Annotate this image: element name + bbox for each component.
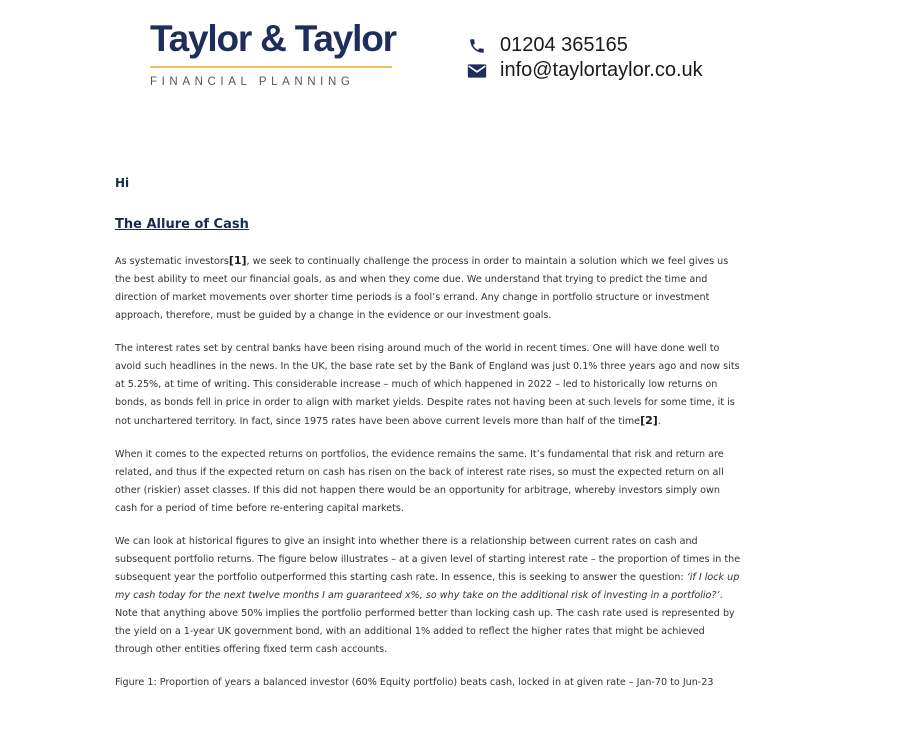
logo-divider (150, 66, 392, 68)
phone-number: 01204 365165 (500, 34, 628, 56)
quoted-question: ‘if I lock up my cash today for the next twelve months I am guaranteed x%, so why take on the additional risk of investing in a portfolio?’ (115, 572, 740, 601)
email-row[interactable] (466, 58, 703, 83)
brand-tagline: FINANCIAL PLANNING (150, 76, 355, 88)
brand-name: Taylor & Taylor (150, 18, 396, 59)
email-body (115, 176, 745, 707)
article-heading: The Allure of Cash (115, 217, 249, 232)
paragraph-text: , we seek to continually challenge the process in order to maintain a solution which we feel gives us the best ability to meet our financial goals, as and when they come due. We understand that trying to predict the time and direction of market movements over shorter time periods is a fool’s errand. Any change in portfolio structure or investment approach, therefore, must be guided by a change in the evidence or our investment goals. (115, 256, 729, 321)
paragraph-2 (115, 340, 745, 431)
paragraph-text: As systematic investors (115, 256, 229, 267)
greeting: Hi (115, 176, 130, 190)
phone-row[interactable] (466, 33, 703, 58)
brand-logo (150, 18, 400, 88)
footnote-ref-1[interactable]: [1] (228, 254, 247, 267)
paragraph-text: . (657, 416, 661, 427)
paragraph-text: We can look at historical figures to give an insight into whether there is a relationship between current rates on cash and subsequent portfolio returns. The figure below illustrates – at a given level of starting interest rate – the proportion of times in the subsequent year the portfolio outperformed this starting cash rate. In essence, this is seeking to answer the question: (115, 536, 741, 583)
footnote-ref-2[interactable]: [2] (640, 414, 658, 427)
paragraph-text: The interest rates set by central banks have been rising around much of the world in recent times. One will have done well to avoid such headlines in the news. In the UK, the base rate set by the Bank of England was just 0.1% three years ago and now sits at 5.25%, at time of writing. This considerable increase – much of which happened in 2022 – led to historically low returns on bonds, as bonds fell in price in order to align with market yields. Despite rates not having been at such levels for some time, it is not unchartered territory. In fact, since 1975 rates have been above current levels more than half of the time (115, 343, 740, 427)
paragraph-4 (115, 533, 745, 659)
paragraph-3: When it comes to the expected returns on portfolios, the evidence remains the same. It’s fundamental that risk and return are related, and thus if the expected return on cash has risen on the back of interest rate rises, so must the expected return on all other (riskier) asset classes. If this did not happen there would be an opportunity for arbitrage, whereby investors simply own cash for a period of time before re-entering capital markets. (115, 449, 724, 514)
contact-block (466, 33, 703, 83)
paragraph-1 (115, 252, 745, 325)
phone-icon (466, 36, 488, 56)
email-address: info@taylortaylor.co.uk (500, 59, 703, 81)
figure-caption: Figure 1: Proportion of years a balanced investor (60% Equity portfolio) beats cash, locked in at given rate – Jan-70 to Jun-23 (115, 677, 714, 688)
envelope-icon (466, 61, 488, 81)
paragraph-text: . Note that anything above 50% implies the portfolio performed better than locking cash up. The cash rate used is represented by the yield on a 1-year UK government bond, with an additional 1% added to reflect the higher rates that might be achieved through other entities offering fixed term cash accounts. (115, 590, 735, 655)
